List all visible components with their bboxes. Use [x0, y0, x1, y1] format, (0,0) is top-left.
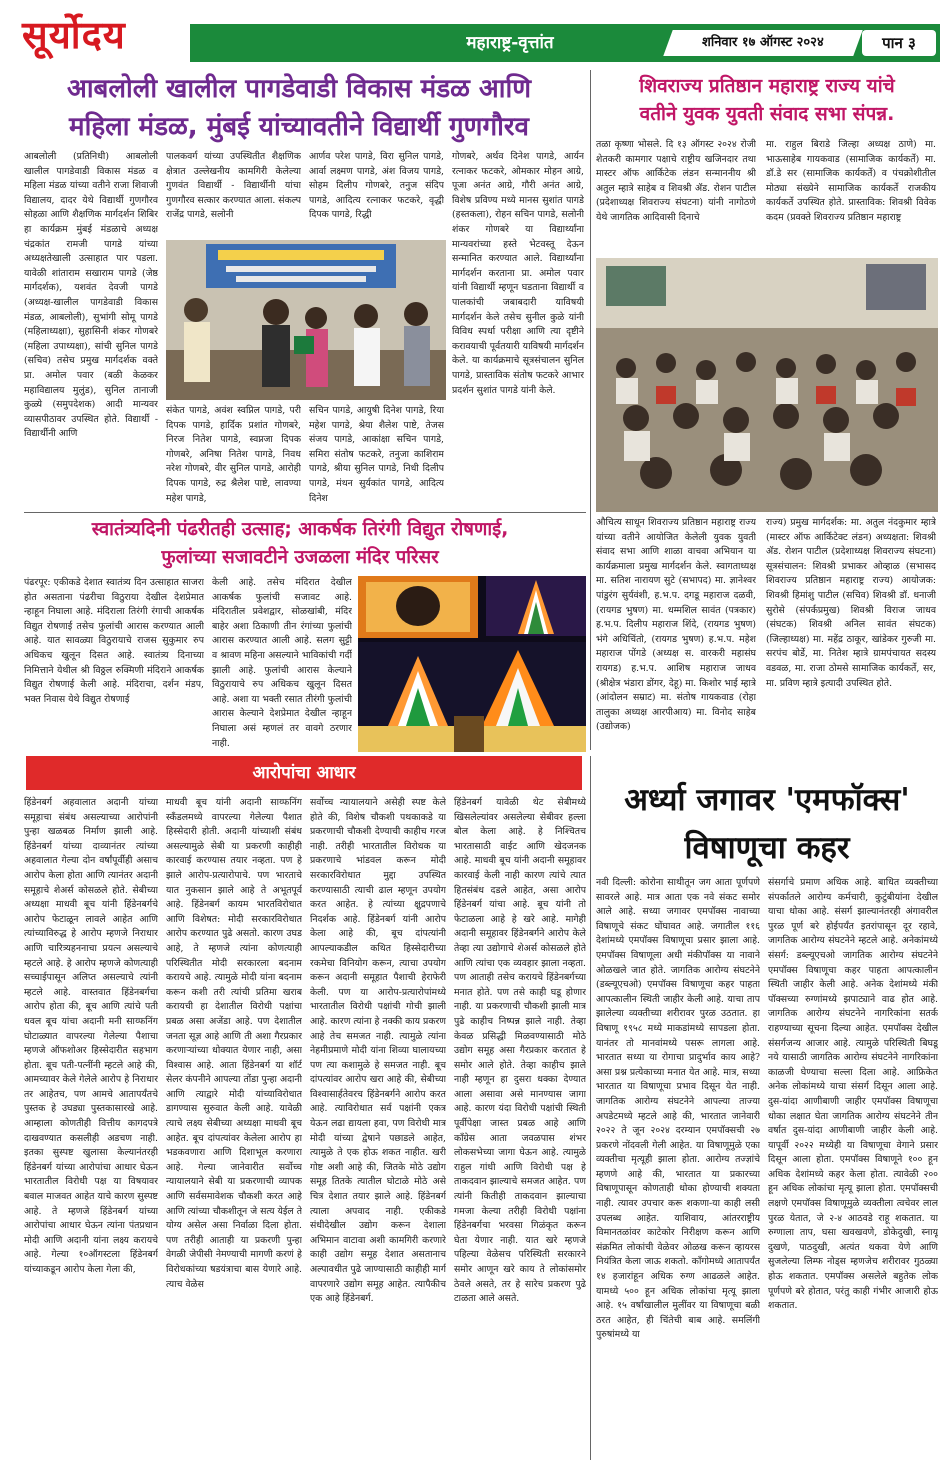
article5-headline: अर्ध्या जगावर 'एमफॉक्स' विषाणूचा कहर — [624, 782, 910, 866]
section-title: महाराष्ट्र-वृत्तांत — [466, 33, 554, 53]
editorial-col1: हिंडेनबर्ग अहवालात अदानी यांच्या समूहाचा संबंध असल्याच्या आरोपांनी पुन्हा खळबळ निर्माण झाली आहे. हिंडेनबर्ग यांच्या दाव्यानंतर त्यांच्या अहवालात गेल्या दोन वर्षांपूर्वीही असाच आरोप केला होता आणि त्यानंतर अदानी समूहाचे शेअर्स कोसळले होते. सेबीच्या अध्यक्षा माधवी बूच यांनी हिंडेनबर्गचे आरोप फेटाळून लावले आहेत आणि त्यांच्याविरुद्ध हे आरोप म्हणजे निराधार आणि चारित्र्यहननाचा प्रयत्न असल्याचे म्हटले आहे. हे आरोप म्हणजे कोणत्याही सच्चाईपासून अलिप्त असल्याचे त्यांनी म्हटले आहे. वास्तवात हिंडेनबर्गचा आरोप होता की, बूच आणि त्यांचे पती धवल बूच यांचा अदानी मनी साय्फनिंग घोटाळ्यात वापरल्या गेलेल्या पैशाचा म्हणजे ऑफशोअर हिस्सेदारीत सहभाग होता. बूच पती-पत्नींनी म्हटले आहे की, आमच्यावर केले गेलेले आरोप हे निराधार तर आहेतच, पण आमचे आतापर्यंतचे पुस्तक हे उघड्या पुस्तकासारखे आहे. आम्हाला कोणतीही वित्तीय कागदपत्रे दाखवण्यात कसलीही अडचण नाही. इतका सुस्पष्ट खुलासा केल्यानंतरही हिंडेनबर्ग यांच्या आरोपांचा आधार घेऊन भारतातील विरोधी पक्ष या विषयावर बवाल माजवत आहेत याचे कारण सुस्पष्ट आहे. ते म्हणजे हिंडेनबर्ग यांच्या आरोपांचा आधार घेऊन त्यांना पंतप्रधान मोदी आणि अदानी यांना लक्ष्य करायचे आहे. गेल्या १०ऑगस्टला हिंडेनबर्ग यांच्याकडून आरोप केला गेला की, — [24, 797, 158, 1275]
column-divider — [590, 756, 591, 1460]
article2-col1-top: तळा कृष्णा भोसले. दि १३ ऑगस्ट २०२४ रोजी शेतकरी कामगार पक्षाचे राष्ट्रीय खजिनदार तथा मास्टर ऑफ आर्किटेक लंडन सन्माननीय श्री अतुल म्हात्रे साहेब व शिवश्री ॲड. रोशन पाटील (प्रदेशाध्यक्ष शिवराज्य संघटना) यांनी नागोठणे येथे जागतिक आदिवासी दिनाचे — [596, 139, 756, 223]
temple-illumination-photo — [358, 576, 586, 752]
article5-col1: नवी दिल्ली: कोरोना साथीतून जग आता पूर्णपणे सावरले आहे. मात्र आता एक नवे संकट समोर आले आहे. सध्या जगावर एमपॉक्स नावाच्या विषाणूचे संकट घोंघावत आहे. जगातील ११६ देशांमध्ये एमपॉक्स विषाणूचा प्रसार झाला आहे. एमपॉक्स विषाणूला अधी मंकीपॉक्स या नावाने ओळखले जात होते. जागतिक आरोग्य संघटनेने (डब्ल्यूएचओ) एमपॉक्स विषाणूचा कहर पाहता आपत्कालीन स्थिती जाहीर केली आहे. याचा ताप झालेल्या व्यक्तीच्या शरीरावर पुरळ उठतात. हा विषाणू १९५८ मध्ये माकडांमध्ये सापडला होता. यानंतर तो मानवांमध्ये पसरू लागला आहे. भारतात सध्या या रोगाचा प्रादुर्भाव काय आहे? असा प्रश्न प्रत्येकाच्या मनात येत आहे. मात्र, सध्या भारतात या विषाणूचा प्रभाव दिसून येत नाही. जागतिक आरोग्य संघटनेने आपल्या ताज्या अपडेटमध्ये म्हटले आहे की, भारतात जानेवारी २०२२ ते जून २०२४ दरम्यान एमपॉक्सची २७ प्रकरणे नोंदवली गेली आहेत. या विषाणूमुळे एका व्यक्तीचा मृत्यूही झाला होता. आरोग्य तज्ज्ञांचे म्हणणे आहे की, भारतात या प्रकारच्या विषाणूपासून कोणताही धोका होण्याची शक्यता नाही. त्यावर उपचार करू शकणा-या काही लसी उपलब्ध आहेत. याशिवाय, आंतरराष्ट्रीय विमानतळांवर काटेकोर निरीक्षण करून आणि संक्रमित लोकांची वेळेवर ओळख करून व्हायरस नियंत्रित केला जाऊ शकतो. काँगोमध्ये आतापर्यंत १४ हजारांहून अधिक रुग्ण आढळले आहेत. यामध्ये ५०० हून अधिक लोकांचा मृत्यू झाला आहे. १५ वर्षांखालील मुलींवर या विषाणूचा बळी ठरत आहेत, ही चिंतेची बाब आहे. समलिंगी पुरुषांमध्ये या — [596, 877, 760, 1341]
editorial-col4: हिंडेनबर्ग यावेळी थेट सेबीमध्ये खिसलेल्यांवर असलेल्या सेबीवर हल्ला बोल केला आहे. हे निश्चितच भारतासाठी वाईट आणि खेदजनक आहे. माधवी बूच यांनी अदानी समूहावर कारवाई केली नाही कारण त्यांचे त्यात हितसंबंध दडले आहेत, असा आरोप हिंडेनबर्ग यांचा आहे. बूच यांनी तो फेटाळला आहे हे खरे आहे. मागेही अदानी समूहावर हिंडेनबर्गने आरोप केले तेव्हा त्या उद्योगाचे शेअर्स कोसळले होते आणि त्यांचा एक व्यवहार झाला नव्हता. पण आताही तसेच करायचे हिंडेनबर्गच्या मनात होते. पण तसे काही घडू होणार नाही. या प्रकरणाची चौकशी झाली मात्र पुढे काहीच निष्पन्न झाले नाही. तेव्हा केवळ प्रसिद्धी मिळवण्यासाठी मोठे उद्योग समूह असा गैरप्रकार करतात हे समोर आले होते. तेव्हा काहीच झाले नाही म्हणून हा दुसरा धक्का देण्यात आला असावा असे मानण्यास जागा आहे. कारण यंदा विरोधी पक्षांची स्थिती पूर्वीपेक्षा जास्त प्रबळ आहे आणि काँग्रेस आता जवळपास शंभर लोकसभेच्या जागा घेऊन आहे. त्यामुळे राहुल गांधी आणि विरोधी पक्ष हे ताकदवान झाल्याचे समजत आहेत. पण त्यांनी कितीही ताकदवान झाल्याचा गमजा केल्या तरीही विरोधी पक्षांना हिंडेनबर्गचा भरवसा गिळंकृत करून घेता येणार नाही. यात खरे म्हणजे पहिल्या वेळेसच परिस्थिती सरकारने समोर आणून खरे काय ते लोकांसमोर ठेवले असते, तर हे सारेच प्रकरण पुढे टाळता आले असते. — [454, 797, 586, 1305]
section-divider — [24, 512, 586, 513]
page-number: पान ३ — [862, 30, 936, 56]
editorial-col3: सर्वोच्च न्यायालयाने असेही स्पष्ट केले होते की, विशेष चौकशी पथकाकडे या प्रकरणाची चौकशी देण्याची काहीच गरज नाही. तरीही भारतातील विरोधक या प्रकरणाचे भांडवल करून मोदी सरकारविरोधात मुद्दा उपस्थित करण्यासाठी त्याची ढाल म्हणून उपयोग करत आहेत. हे त्यांच्या क्षुद्रपणाचे निदर्शक आहे. हिंडेनबर्ग यांनी आरोप केला आहे की, बूच दांपत्यांनी आपल्याकडील कथित हिस्सेदारीच्या रकमेचा विनियोग करून, त्याचा उपयोग करून अदानी समूहात पैशाची हेराफेरी केली. पण या आरोप-प्रत्यारोपांमध्ये भारतातील विरोधी पक्षांची गोची झाली आहे. कारण त्यांना हे नक्की काय प्रकरण आहे तेच समजत नाही. त्यामुळे त्यांना नेहमीप्रमाणे मोदी यांना शिव्या घालायच्या पण त्या कशामुळे हे समजत नाही. बूच दांपत्यांवर आरोप खरा आहे की, सेबीच्या विश्वासार्हतेवरच हिंडेनबर्गने आरोप करत आहे. त्याविरोधात सर्व पक्षांनी एकत्र येऊन लढा द्यायला हवा, पण विरोधी मात्र मोदी यांच्या द्वेषाने पछाडले आहेत, त्यामुळे ते एक होऊ शकत नाहीत. खरी गोष्ट अशी आहे की, जितके मोठे उद्योग समूह तितके त्यातील घोटाळे मोठे असे चित्र देशात तयार झाले आहे. हिंडेनबर्ग त्याला अपवाद नाही. एकीकडे संधीदेखील उद्योग करून देशाला अभिमान वाटावा अशी कामगिरी करणारे काही उद्योग समूह देशात असतानाच अल्पावधीत पुढे जाण्यासाठी काहीही मार्ग वापरणारे उद्योग समूह आहेत. त्यापैकीच एक आहे हिंडेनबर्ग. — [310, 797, 446, 1305]
article3-col2: केली आहे. तसेच मंदिरात देखील आकर्षक फुलांची सजावट आहे. मंदिरातील प्रवेशद्वार, सोळखांबी, मंदिर बाहेर अशा ठिकाणी तीन रंगांच्या फुलांची आरास करण्यात आली आहे. सलग सुट्टी व श्रावण महिना असल्याने भाविकांची गर्दी झाली आहे. फुलांची आरास केल्याने विठुरायाचे रुप अधिकच खुलून दिसत आहे. अशा या भक्ती रसात तीरंगी फुलांची आरास केल्याने देशप्रेमात देखील न्हाहून निघाला असं म्हणलं तर वावगे ठरणार नाही. — [212, 577, 352, 749]
editorial-banner: आरोपांचा आधार — [26, 756, 582, 790]
issue-date: शनिवार १७ ऑगस्ट २०२४ — [663, 30, 862, 56]
editorial-col2: माधवी बूच यांनी अदानी साय्फनिंग स्कँडलमध्ये वापरल्या गेलेल्या पैशात हिस्सेदारी होती. अदानी यांच्याशी संबंध असल्यामुळे सेबी या प्रकरणी काहीही कारवाई करण्यास तयार नव्हता. पण हे झाले आरोप-प्रत्यारोपाचे. पण भारताचे यात नुकसान झाले आहे ते अभूतपूर्व आहे. हिंडेनबर्ग कायम भारतविरोधात आणि विशेषत: मोदी सरकारविरोधात आरोप करण्यात पुढे असतो. कारण उघड आहे, ते म्हणजे त्यांना कोणत्याही परिस्थितीत मोदी सरकारला बदनाम करायचे आहे. त्यामुळे मोदी यांना बदनाम करून कशी तरी त्यांची प्रतिमा खराब करायची हा देशातील विरोधी पक्षांचा प्रबळ असा अजेंडा आहे. पण देशातील जनता सूज्ञ आहे आणि ती अशा गैरप्रकार करणाऱ्यांच्या धोक्यात येणार नाही, असा विश्वास आहे. आता हिंडेनबर्ग या शॉर्ट सेलर कंपनीने आपल्या तोंडा पुन्हा अदानी आणि त्याद्वारे मोदी यांच्याविरोधात डागण्यास सुरुवात केली आहे. यावेळी त्याचे लक्ष्य सेबीच्या अध्यक्षा माधवी बूच आहेत. बूच दांपत्यांवर केलेला आरोप हा भडकवणारा आणि दिशाभूल करणारा आहे. गेल्या जानेवारीत सर्वोच्च न्यायालयाने सेबी या प्रकरणाची व्यापक आणि सर्वसमावेशक चौकशी करत आहे आणि त्यांच्या चौकशीतून जे सत्य येईल ते योग्य असेल असा निर्वाळा दिला होता. पण तरीही आताही या प्रकरणी पुन्हा वेगळी जेपीसी नेमण्याची मागणी करणं हे विरोधकांच्या षडयंत्राचा बास येणारे आहे. त्याच वेळेस — [166, 797, 302, 1290]
article1-col2-top: पालकवर्ग यांच्या उपस्थितीत शैक्षणिक क्षेत्रात उल्लेखनीय कामगिरी केलेल्या गुणवंत विद्यार्थी - विद्यार्थीनी यांचा गुणगौरव सत्कार करण्यात आला. संकल्प राजेंद्र पागडे, सलोनी — [166, 151, 301, 221]
column-divider — [590, 70, 591, 750]
article1-headline: आबलोली खालील पागडेवाडी विकास मंडळ आणि महिला मंडळ, मुंबई यांच्यावतीने विद्यार्थी गुणगौरव — [66, 74, 532, 142]
article1-col4: गोणबरे, अर्थव दिनेश पागडे, आर्यन रत्नाकर फटकरे, ओमकार मोहन आग्रे, पूजा अनंत आग्रे, गौरी अनंत आग्रे, विशेष प्रविण्य मध्ये मानस सुशांत पागडे (हस्तकला), रोहन सचिन पागडे, सलोनी शंकर गोणबरे या विद्यार्थ्यांना मान्यवरांच्या हस्ते भेटवस्तू देऊन सन्मानित करण्यात आले. विद्यार्थ्यांना मार्गदर्शन करताना प्रा. अमोल पवार यांनी विद्यार्थी म्हणून घडताना विद्यार्थी व पालकांची जबाबदारी याविषयी मार्गदर्शन केले तसेच सुनील कुळे यांनी विविध स्पर्धा परीक्षा आणि त्या दृष्टीने करावयाची पूर्वतयारी याविषयी मार्गदर्शन केले. या कार्यक्रमाचे सूत्रसंचालन सुनिल पागडे, प्रास्ताविक संतोष फटकरे आभार प्रदर्शन सुशांत पागडे यांनी केले. — [452, 151, 584, 396]
article2-col1-bottom: औचित्य साधून शिवराज्य प्रतिष्ठान महाराष्ट्र राज्य यांच्या वतीने आयोजित केलेली युवक युवती संवाद सभा आणि शाळा वाचवा अभियान या कार्यक्रमाला प्रमुख मार्गदर्शन केले. स्वागताध्यक्ष मा. सतिश नारायण सुटे (सभापद) मा. ज्ञानेश्वर पांडुरंग सुर्यवंशी, ह.भ.प. दगडू महाराज दळवी, (रायगड भुषण) मा. धम्मशिल सावंत (पत्रकार) ह.भ.प. दिलीप महाराज शिंदे, (रायगड भुषण) भंगे अधिचिंतो, (रायगड भुषण) ह.भ.प. महेश महाराज पोंगडे (अध्यक्ष स. वारकरी महासंघ रायगड) ह.भ.प. आशिष महाराज जाधव (श्रीक्षेत्र भंडारा डोंगर, देहू) मा. किशोर भाई म्हात्रे (आंदोलन सम्राट) मा. संतोष गायकवाड (रोहा तालुका अध्यक्ष आरपीआय) मा. विनोद साहेब (उद्योजक) — [596, 517, 756, 733]
article5-col2: संसर्गाचे प्रमाण अधिक आहे. बाधित व्यक्तीच्या संपर्कातले आरोग्य कर्मचारी, कुटुंबीयांना देखील याचा धोका आहे. संसर्ग झाल्यानंतरही अंगावरील पुरळ पूर्ण बरे होईपर्यंत इतरांपासून दूर रहावे, जागतिक आरोग्य संघटनेने म्हटले आहे. अनेकांमध्ये संसर्ग: डब्ल्यूएचओ जागतिक आरोग्य संघटनेने एमपॉक्स विषाणूचा कहर पाहता आपत्कालीन स्थिती जाहीर केली आहे. अनेक देशांमध्ये मंकी पॉक्सच्या रुग्णांमध्ये झपाट्याने वाढ होत आहे. जागतिक आरोग्य संघटनेने नागरिकांना सतर्क राहण्याच्या सूचना दिल्या आहेत. एमपॉक्स देखील संसर्गजन्य आजार आहे. त्यामुळे परिस्थिती बिघडू नये यासाठी जागतिक आरोग्य संघटनेने नागरिकांना काळजी घेण्याचा सल्ला दिला आहे. आफ्रिकेत अनेक लोकांमध्ये याचा संसर्ग दिसून आला आहे. दुस-यांदा आणीबाणी जाहीर एमपॉक्स विषाणूचा धोका लक्षात घेता जागतिक आरोग्य संघटनेने तीन वर्षात दुस-यांदा आणीबाणी जाहीर केली आहे. यापूर्वी २०२२ मध्येही या विषाणूचा वेगाने प्रसार दिसून आला होता. एमपॉक्स विषाणूने १०० हून अधिक देशांमध्ये कहर केला होता. त्यावेळी २०० हून अधिक लोकांचा मृत्यू झाला होता. एमपॉक्सची लक्षणे एमपॉक्स विषाणूमुळे व्यक्तीला त्वचेवर लाल पुरळ येतात, जे २-४ आठवडे राहू शकतात. या रुग्णाला ताप, घसा खवखवणे, डोकेदुखी, स्नायू दुखणे, पाठदुखी, अत्यंत थकवा येणे आणि सुजलेल्या लिम्फ नोड्स म्हणजेच शरीरावर गुठळ्या होऊ शकतात. एमपॉक्स असलेले बहुतेक लोक पूर्णपणे बरे होतात, परंतु काही गंभीर आजारी होऊ शकतात. — [768, 877, 938, 1312]
article1-col2-bottom: संकेत पागडे, अवंश स्वप्निल पागडे, परी दिपक पागडे, हार्दिक प्रशांत गोणबरे, निरज नितेश पागडे, स्वप्नजा दिपक गोणबरे, अनिषा नितेश पागडे, निवध नरेश गोणबरे, वीर सुनिल पागडे, आरोही दिपक पागडे, रुद्र श्रैलेश पाष्टे, लावण्या महेश पागडे, — [166, 405, 301, 504]
article1-col1: आबलोली (प्रतिनिधी) आबलोली खालील पागडेवाडी विकास मंडळ व महिला मंडळ यांच्या वतीने राजा शिवाजी विद्यालय, दादर येथे विद्यार्थी गुणगौरव सोहळा आणि शैक्षणिक मार्गदर्शन शिबिर हा कार्यक्रम मुंबई मंडळाचे अध्यक्ष चंद्रकांत रामजी पागडे यांच्या अध्यक्षतेखाली उत्साहात पार पडला. यावेळी शांताराम सखाराम पागडे (जेष्ठ मार्गदर्शक), यशवंत देवजी पागडे (अध्यक्ष-खालील पागडेवाडी विकास मंडळ, आबलोली), सुभांगी सोमू पागडे (महिलाध्यक्षा), सुहासिनी शंकर गोणबरे (महिला उपाध्यक्षा), सांची सुनिल पागडे (सचिव) तसेच प्रमुख मार्गदर्शक वक्ते प्रा. अमोल पवार (बळी केळकर महाविद्यालय मुलुंड), सुनिल तानाजी कुळ्ये (समुपदेशक) आदी मान्यवर व्यासपीठावर उपस्थित होते. विद्यार्थी - विद्यार्थीनी आणि — [24, 151, 158, 440]
article2-col2-top: मा. राहुल बिराडे जिल्हा अध्यक्ष ठाणे) मा. भाऊसाहेब गायकवाड (सामाजिक कार्यकर्ते) मा. डॉ.डे सर (सामाजिक कार्यकर्ते) व पंचक्रोशीतील मोठ्या संख्येने सामाजिक कार्यकर्ते राजकीय कार्यकर्ते उपस्थित होते. प्रास्ताविक: शिवश्री विवेक कदम (प्रवक्ते शिवराज्य प्रतिष्ठान महाराष्ट्र — [766, 139, 936, 223]
felicitation-photo — [166, 240, 446, 400]
meeting-audience-photo — [596, 258, 938, 512]
article3-headline: स्वातंत्र्यदिनी पंढरीतही उत्साह; आकर्षक तिरंगी विद्युत रोषणाई, फुलांच्या सजावटीने उजळला मंदिर परिसर — [91, 519, 509, 568]
masthead — [0, 0, 945, 66]
article1-col3-top: आर्णव परेश पागडे, विरा सुनिल पागडे, आर्वा लक्ष्मण पागडे, अंश विजय पागडे, सोहम दिलीप गोणबरे, तनुज संदिप पागडे, आदित्य रत्नाकर फटकरे, वृद्धी दिपक पागडे, रिद्धी — [309, 151, 444, 221]
newspaper-logo: सूर्योदय — [22, 12, 126, 57]
article2-col2-bottom: राज्य) प्रमुख मार्गदर्शक: मा. अतुल नंदकुमार म्हात्रे (मास्टर ऑफ आर्किटेक्ट लंडन) अध्यक्षता: शिवश्री ॲड. रोशन पाटील (प्रदेशाध्यक्ष शिवराज्य संघटना) सूत्रसंचालन: शिवश्री प्रभाकर ओव्हाळ (सभासद शिवराज्य प्रतिष्ठान महाराष्ट्र राज्य) आयोजक: शिवश्री हिमांशु पाटील (सचिव) शिवश्री डॉ. धनाजी सुरोसे (संपर्कप्रमुख) शिवश्री विराज जाधव (संघटक) शिवश्री अनिल सावंत संघटक) (जिल्हाध्यक्ष) मा. महेंद्र ठाकूर, खांडेकर गुरुजी मा. सरपंच बोर्डे, मा. नितेश म्हात्रे ग्रामपंचायत सदस्य वडवळ, मा. राजा ठोमसे सामाजिक कार्यकर्ते, सर, मा. प्रविण म्हात्रे इत्यादी उपस्थित होते. — [766, 517, 936, 689]
article1-col3-bottom: सचिन पागडे, आयुषी दिनेश पागडे, रिया महेश पागडे, श्रेया शैलेश पाष्टे, तेजस संजय पागडे, आकांक्षा सचिन पागडे, समिरा संतोष फटकरे, तनुजा काशिराम पागडे, श्रीया सुनिल पागडे, निधी दिलीप पागडे, मंथन सुर्यकांत पागडे, आदित्य दिनेश — [309, 405, 444, 504]
article2-headline: शिवराज्य प्रतिष्ठान महाराष्ट्र राज्य यांचे वतीने युवक युवती संवाद सभा संपन्न. — [639, 75, 895, 125]
article3-col1: पंढरपूर: एकीकडे देशात स्वातंत्र्य दिन उत्साहात साजरा होत असताना पंढरीचा विठुराया देखील देशप्रेमात न्हाहून निघाला आहे. मंदिराला तिरंगी रंगाची आकर्षक विद्युत रोषणाई तसेच फुलांची आरास करण्यात आली आहे. यात सावळ्या विठुरायाचे राजस सुकुमार रुप अधिकच खुलून दिसत आहे. स्वातंत्र्य दिनाच्या निमित्ताने येथील श्री विठ्ठल रुक्मिणी मंदिराने आकर्षक विद्युत रोषणाई केली आहे. मंदिराचा, दर्शन मंडप, भक्त निवास येथे विद्युत रोषणाई — [24, 577, 204, 705]
